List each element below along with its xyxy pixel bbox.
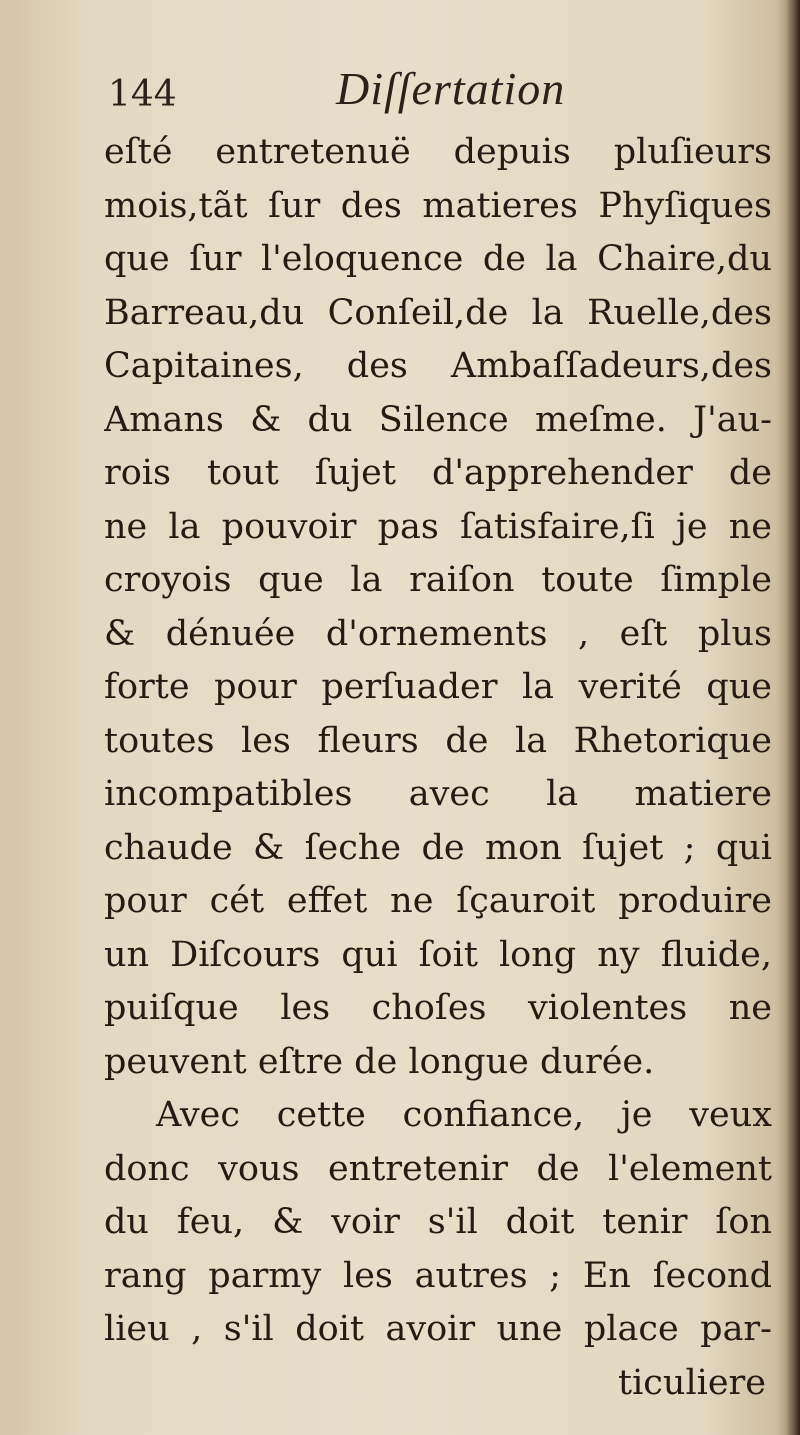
- text-line: donc vous entretenir de l'element: [104, 1148, 772, 1189]
- text-line: & dénuée d'ornements , eſt plus: [104, 613, 772, 654]
- text-line: Barreau,du Conſeil,de la Ruelle,des: [104, 292, 772, 333]
- text-line: incompatibles avec la matiere: [104, 774, 772, 814]
- text-line: puiſque les choſes violentes ne: [104, 988, 772, 1028]
- text-line: rang parmy les autres ; En ſecond: [104, 1255, 772, 1296]
- text-line: croyois que la raiſon toute ſimple: [104, 560, 772, 600]
- text-line: peuvent eſtre de longue durée.: [104, 1041, 655, 1082]
- text-line: forte pour perſuader la verité que: [104, 667, 772, 707]
- text-line: mois,tãt ſur des matieres Phyſiques: [104, 185, 772, 226]
- text-line: du feu, & voir s'il doit tenir ſon: [104, 1202, 772, 1242]
- text-line: rois tout ſujet d'apprehender de: [104, 453, 772, 493]
- text-line: Capitaines, des Ambaſſadeurs,des: [104, 346, 772, 386]
- catchword: ticuliere: [618, 1362, 766, 1403]
- text-line: que ſur l'eloquence de la Chaire,du: [104, 239, 772, 279]
- text-line: lieu , s'il doit avoir une place par-: [104, 1309, 772, 1349]
- text-line: chaude & ſeche de mon ſujet ; qui: [104, 827, 772, 868]
- running-title: Diſſertation: [336, 63, 566, 114]
- page-header: [108, 62, 768, 132]
- text-line: eſté entretenuë depuis pluſieurs: [104, 132, 772, 172]
- text-line: Avec cette confiance, je veux: [156, 1095, 772, 1135]
- spine-shadow: [786, 0, 800, 1435]
- text-line: Amans & du Silence meſme. J'au-: [104, 399, 772, 440]
- text-line: ne la pouvoir pas ſatisfaire,ſi je ne: [104, 506, 772, 547]
- body-text: [104, 126, 772, 1410]
- text-line: un Diſcours qui ſoit long ny fluide,: [104, 934, 772, 975]
- text-line: toutes les fleurs de la Rhetorique: [104, 720, 772, 761]
- page-number: 144: [108, 74, 177, 115]
- text-line: pour cét effet ne ſçauroit produire: [104, 881, 772, 921]
